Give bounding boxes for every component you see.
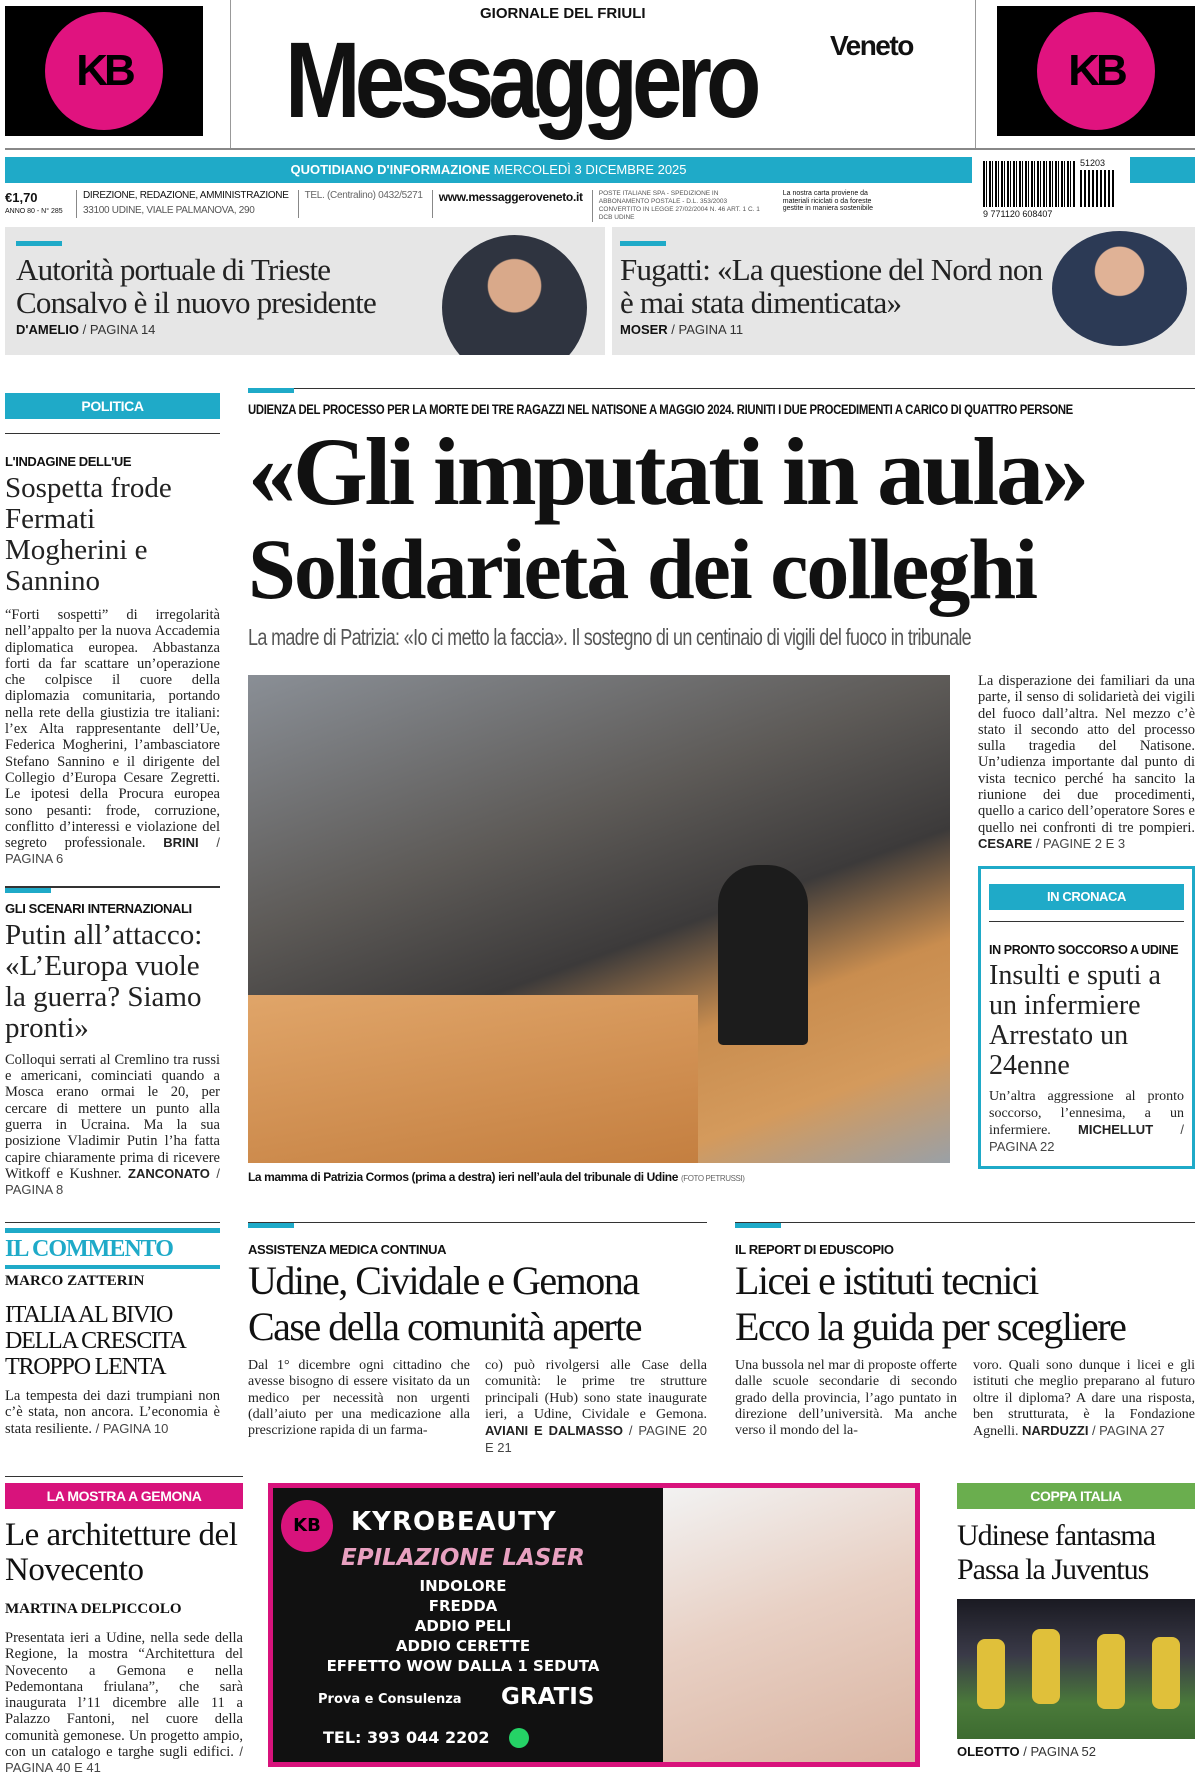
masthead-subtitle: Veneto — [830, 30, 913, 61]
tab-accent — [735, 1223, 781, 1228]
lead-title-line1[interactable]: «Gli imputati in aula» — [248, 418, 1087, 525]
author: CESARE — [978, 835, 1033, 851]
info-row — [5, 190, 975, 222]
title-line: Ecco la guida per scegliere — [735, 1304, 1126, 1349]
divider — [5, 433, 220, 434]
info-bar-label: QUOTIDIANO D'INFORMAZIONE — [290, 162, 490, 177]
lead-kicker: UDIENZA DEL PROCESSO PER LA MORTE DEI TRE RAGAZZI NEL NATISONE A MAGGIO 2024. RIUNITI I DUE PROCEDIMENTI A CARICO DI QUATTRO PERSONE — [248, 402, 1073, 417]
byline: MARTINA DELPICCOLO — [5, 1601, 182, 1617]
ad-line: EFFETTO WOW DALLA 1 SEDUTA — [326, 1657, 600, 1675]
page-ref: / PAGINA 8 — [5, 1165, 220, 1198]
tab-accent — [620, 241, 666, 246]
byline — [957, 1744, 1195, 1759]
whatsapp-icon — [509, 1728, 529, 1748]
article-text: Un’altra aggressione al pronto soccorso, l’ennesima, a un infermiere. — [989, 1089, 1184, 1138]
article-text: “Forti sospetti” di irregolarità nell’appalto per la nuova Accademia diplomatica europea. Abbastanza forti da far scattare un’operazione che colpisce il cuore della diplomazia comunitaria, portando nella rete della giustizia tre italiani: l’ex Alta rappresentante dell’Ue, Federica Mogherini, l’ambasciatore Stefano Sannino e il dirigente del Collegio d’Europa Cesare Zegretti. Le ipotesi della Procura europea sono pesanti: frode, corruzione, conflitto d’interessi e violazione del segreto professionale. — [5, 607, 220, 852]
ad-logo: KB — [281, 1500, 333, 1552]
tab-accent — [248, 1223, 294, 1228]
player-figure — [977, 1639, 1005, 1709]
article-body — [5, 1388, 220, 1437]
author: ZANCONATO — [128, 1165, 210, 1181]
teaser-page: / PAGINA 11 — [671, 322, 744, 337]
author: BRINI — [163, 835, 199, 851]
left-column — [5, 393, 220, 1198]
kb-logo-text: KB — [1037, 12, 1155, 130]
article-title-licei[interactable] — [735, 1258, 1195, 1350]
article-title-architetture[interactable]: Le architetture del Novecento — [5, 1517, 238, 1588]
masthead-title: Messaggero — [285, 19, 756, 140]
coppa-column — [957, 1483, 1195, 1759]
article-body — [5, 607, 220, 868]
tab-accent — [5, 888, 51, 893]
section-label-mostra: LA MOSTRA A GEMONA — [5, 1483, 243, 1509]
divider — [248, 1222, 707, 1223]
postal-info: POSTE ITALIANE SPA - SPEDIZIONE IN ABBONAMENTO POSTALE - D.L. 353/2003 CONVERTITO IN LEGGE 27/02/2004 N. 46 ART. 1 C. 1 DCB UDINE — [592, 190, 762, 222]
author: OLEOTTO — [957, 1744, 1020, 1759]
ad-features — [303, 1576, 623, 1676]
divider — [5, 148, 1195, 150]
kicker: ASSISTENZA MEDICA CONTINUA — [248, 1242, 447, 1257]
teaser-byline — [620, 322, 1060, 337]
advertisement-kyrobeauty[interactable] — [268, 1483, 920, 1767]
football-photo — [957, 1599, 1195, 1739]
author: AVIANI E DALMASSO — [485, 1423, 624, 1439]
ad-line: ADDIO CERETTE — [395, 1637, 531, 1655]
page-ref: / PAGINE 20 E 21 — [485, 1423, 707, 1456]
website-link[interactable]: www.messaggeroveneto.it — [432, 190, 583, 218]
teaser-fugatti[interactable] — [612, 227, 1195, 355]
kb-logo-right — [997, 6, 1195, 136]
page-ref: / PAGINA 27 — [1091, 1423, 1165, 1439]
price-block — [5, 190, 67, 218]
kicker: IN PRONTO SOCCORSO A UDINE — [989, 943, 1179, 958]
teaser-consalvo[interactable] — [5, 227, 605, 355]
courtroom-photo — [248, 675, 950, 1163]
ad-offer-prefix: Prova e Consulenza — [318, 1692, 462, 1707]
article-text: La disperazione dei familiari da una parte, il senso di solidarietà dei vigili del fuoco dall’altra. Nel mezzo c’è stato il secondo atto del processo sulla tragedia del Natisone. Un’udienza importante dal punto di vista tecnico perché ha sancito la riunione dei due procedimenti, quello a carico dell’operatore Sores e quello nei confronti di tre pompieri. — [978, 673, 1195, 836]
phone: TEL. (Centralino) 0432/5271 — [298, 190, 423, 218]
kb-logo-text: KB — [45, 12, 163, 130]
tab-accent — [248, 388, 294, 393]
commento-column — [5, 1222, 230, 1437]
teaser-text — [620, 241, 1060, 337]
accent-bar — [5, 1265, 220, 1269]
portrait-photo — [442, 235, 587, 355]
ad-phone: TEL: 393 044 2202 — [323, 1728, 490, 1747]
article-body-col2 — [485, 1358, 707, 1458]
article-body — [5, 1052, 220, 1199]
issue-number: ANNO 80 - N° 285 — [5, 208, 63, 215]
kicker: GLI SCENARI INTERNAZIONALI — [5, 900, 192, 916]
section-label-politica: POLITICA — [5, 393, 220, 419]
title-line: Case della comunità aperte — [248, 1304, 642, 1349]
page-ref: / PAGINA 10 — [95, 1420, 169, 1436]
price: €1,70 — [5, 190, 38, 205]
ad-headline: EPILAZIONE LASER — [341, 1545, 585, 1571]
title-line: Udine, Cividale e Gemona — [248, 1258, 639, 1303]
player-figure — [1032, 1629, 1060, 1704]
article-body-col1: Dal 1° dicembre ogni cittadino che avesse bisogno di essere visitato da un medico per necessità non urgenti (dall’aiuto per una medicazione alla prescrizione rapida di un farma- — [248, 1358, 470, 1439]
photo-credit: (FOTO PETRUSSI) — [680, 1174, 745, 1183]
divider — [230, 0, 231, 148]
article-text: La tempesta dei dazi trumpiani non c’è stata, non ancora. L’economia è stata resiliente. — [5, 1388, 220, 1437]
office-address: 33100 UDINE, VIALE PALMANOVA, 290 — [83, 205, 255, 216]
article-title-putin[interactable]: Putin all’attacco: «L’Europa vuole la guerra? Siamo pronti» — [5, 918, 203, 1044]
barcode-number: 9 771120 608407 — [983, 209, 1053, 219]
divider — [248, 388, 1195, 389]
article-body — [989, 1089, 1184, 1156]
info-bar-end — [1130, 157, 1195, 183]
player-figure — [1152, 1637, 1180, 1709]
mostra-column — [5, 1476, 243, 1777]
masthead-supertitle: GIORNALE DEL FRIULI — [480, 5, 646, 22]
divider — [989, 921, 1184, 922]
cronaca-box[interactable] — [978, 866, 1195, 1169]
page-ref: / PAGINA 52 — [1023, 1744, 1096, 1759]
player-figure — [1097, 1634, 1125, 1709]
photo-caption — [248, 1170, 953, 1186]
paper-note: La nostra carta proviene da materiali riciclati o da foreste gestite in maniera sostenibile — [782, 190, 874, 212]
ad-line: INDOLORE — [419, 1577, 507, 1595]
teaser-author: MOSER — [620, 322, 668, 337]
scuola-article — [735, 1222, 1195, 1440]
article-text: Presentata ieri a Udine, nella sede della Regione, la mostra “Architettura del Novecento a Gemona e nella Pedemontana friulana”, che sarà inaugurata l’11 dicembre alle 11 a Palazzo Fantoni, nel cuore della comunità gemonese. Un progetto ampio, con un catalogo e targhe sugli edifici. — [5, 1630, 243, 1761]
ad-photo — [663, 1488, 920, 1767]
article-title-infermiere[interactable]: Insulti e sputi a un infermiere Arrestato un 24enne — [989, 960, 1161, 1082]
kicker: IL REPORT DI EDUSCOPIO — [735, 1242, 894, 1257]
divider — [5, 1476, 243, 1477]
teaser-byline — [16, 322, 441, 337]
divider — [735, 1222, 1195, 1223]
ad-offer: GRATIS — [501, 1684, 595, 1710]
lead-title-line2[interactable]: Solidarietà dei colleghi — [248, 521, 1037, 617]
lead-body — [978, 673, 1195, 852]
page-ref: / PAGINA 6 — [5, 835, 221, 867]
sanita-article — [248, 1222, 707, 1458]
ad-brand: KYROBEAUTY — [351, 1507, 557, 1537]
article-text: Colloqui serrati al Cremlino tra russi e americani, cominciati quando a Mosca erano ormai le 20, per cercare di mettere un punto alla guerra in Ucraina. Ma la sua posizione Vladimir Putin l’ha fatta capire chiaramente prima di ricevere Witkoff e Kushner. — [5, 1051, 220, 1182]
teaser-author: D'AMELIO — [16, 322, 80, 337]
article-body-col2 — [973, 1358, 1195, 1440]
author: MICHELLUT — [1078, 1121, 1154, 1137]
article-text: voro. Quali sono dunque i licei e gli istituti che meglio preparano al futuro oltre il diploma? A dare una risposta, ben strutturata, è la Fondazione Agnelli. — [973, 1358, 1195, 1440]
right-column — [978, 673, 1195, 1169]
title-line: Licei e istituti tecnici — [735, 1258, 1038, 1303]
section-label-cronaca: IN CRONACA — [989, 884, 1184, 910]
teaser-title: Fugatti: «La questione del Nord non è mai stata dimenticata» — [620, 252, 1043, 320]
article-title-case-comunita[interactable] — [248, 1258, 707, 1350]
barcode — [983, 161, 1075, 207]
portrait-photo — [1052, 231, 1187, 346]
kicker: L'INDAGINE DELL'UE — [5, 454, 132, 469]
barcode-addon — [1080, 170, 1115, 207]
kb-logo-left — [5, 6, 203, 136]
ad-line: FREDDA — [428, 1597, 498, 1615]
divider — [975, 0, 976, 148]
accent-bar — [5, 1228, 220, 1233]
article-columns — [735, 1358, 1195, 1440]
lead-subtitle: La madre di Patrizia: «Io ci metto la faccia». Il sostegno di un centinaio di vigili del fuoco in tribunale — [248, 624, 972, 650]
page-ref: / PAGINA 40 E 41 — [5, 1744, 243, 1776]
tab-accent — [16, 241, 62, 246]
page-ref: / PAGINE 2 E 3 — [1035, 835, 1126, 851]
section-label-commento: IL COMMENTO — [5, 1236, 173, 1262]
photo-desk — [248, 995, 698, 1163]
teaser-title: Autorità portuale di Trieste Consalvo è il nuovo presidente — [16, 252, 376, 320]
article-body-col1: Una bussola nel mar di proposte offerte dalle scuole secondarie di secondo grado della provincia, l’ago puntato in direzione dell’università. Ma anche verso il mondo del la- — [735, 1358, 957, 1439]
article-text: co) può rivolgersi alle Case della comunità: le prime tre strutture principali (Hub) sono state inaugurate ieri, a Udine, Cividale e Gemona. — [485, 1358, 707, 1422]
divider — [5, 1222, 220, 1223]
office-label: DIREZIONE, REDAZIONE, AMMINISTRAZIONE — [83, 190, 289, 201]
section-label-coppa: COPPA ITALIA — [957, 1483, 1195, 1509]
author: NARDUZZI — [1022, 1423, 1089, 1439]
byline: MARCO ZATTERIN — [5, 1273, 145, 1289]
article-columns — [248, 1358, 707, 1458]
edition-date: MERCOLEDÌ 3 DICEMBRE 2025 — [493, 162, 687, 177]
ad-line: ADDIO PELI — [414, 1617, 512, 1635]
article-title-udinese[interactable]: Udinese fantasma Passa la Juventus — [957, 1519, 1156, 1586]
barcode-addon-number: 51203 — [1080, 158, 1106, 168]
teaser-page: / PAGINA 14 — [82, 322, 156, 337]
page-ref: / PAGINA 22 — [989, 1121, 1184, 1155]
article-title-mogherini[interactable]: Sospetta frode Fermati Mogherini e Sannino — [5, 472, 172, 597]
teaser-text — [16, 241, 441, 337]
info-bar — [5, 157, 972, 183]
article-title-commento[interactable]: ITALIA AL BIVIO DELLA CRESCITA TROPPO LENTA — [5, 1302, 185, 1380]
office-info — [76, 190, 289, 218]
article-body — [5, 1630, 243, 1777]
photo-figure — [718, 865, 808, 1045]
caption-text: La mamma di Patrizia Cormos (prima a destra) ieri nell’aula del tribunale di Udine — [248, 1170, 678, 1184]
